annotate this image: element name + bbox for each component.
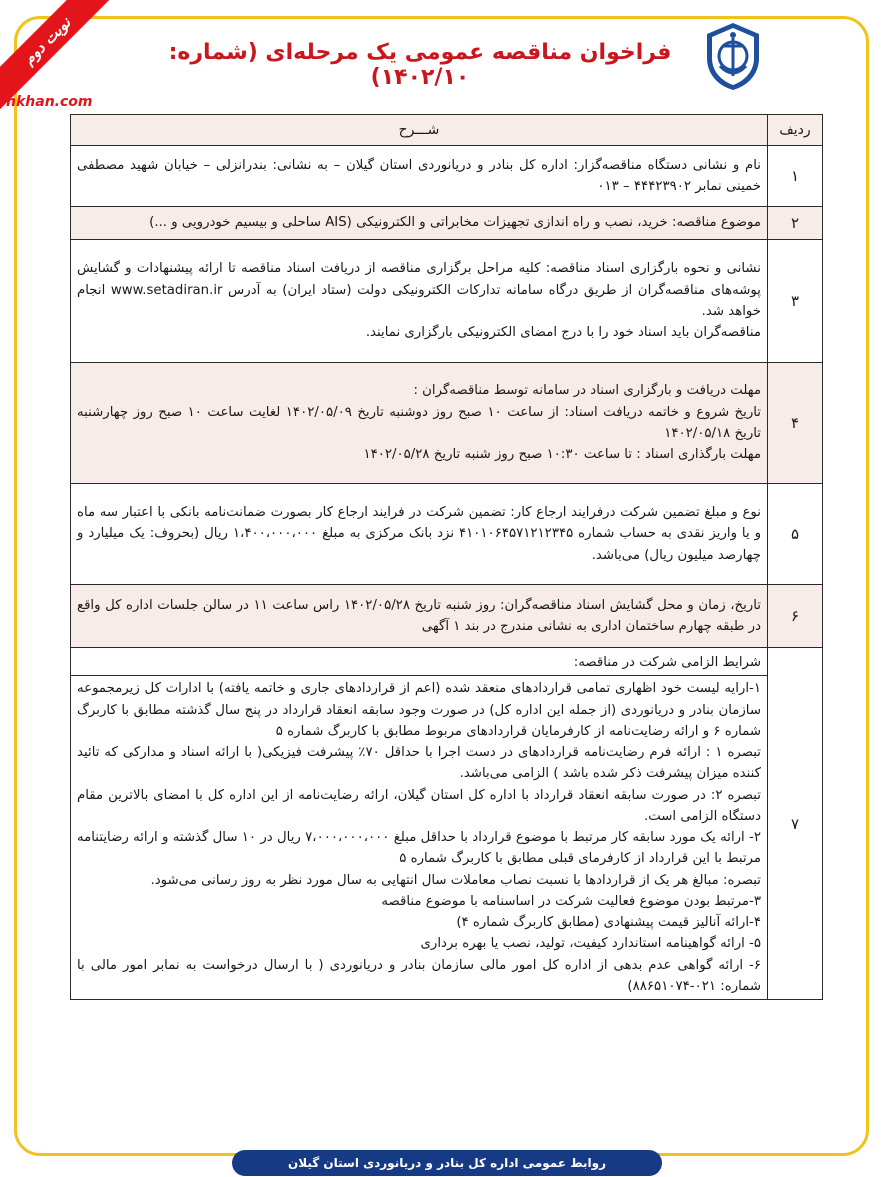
row-number: ۶ <box>768 585 823 648</box>
row-description <box>71 363 768 484</box>
row-line: مهلت دریافت و بارگزاری اسناد در سامانه توسط مناقصه‌گران : <box>413 383 761 399</box>
column-header-number: ردیف <box>768 115 823 146</box>
row-line: نوع و مبلغ تضمین شرکت درفرایند ارجاع کار: تضمین شرکت در فرایند ارجاع کار بصورت ضمانت‌نامه بانکی با اعتبار سه ماه و یا واریز نقدی به حساب شماره ۴۱۰۱۰۶۴۵۷۱۲۱۲۳۴۵ نزد بانک مرکزی به مبلغ ۱،۴۰۰،۰۰۰،۰۰۰ ریال (بحروف: یک میلیارد و چهارصد میلیون ریال) می‌باشد. <box>77 505 761 563</box>
table-row <box>71 585 823 648</box>
row-line: ۳-مرتبط بودن موضوع فعالیت شرکت در اساسنامه با موضوع مناقصه <box>381 893 761 909</box>
row-line: ۲- ارائه یک مورد سابقه کار مرتبط با موضوع قرارداد با حداقل مبلغ ۷،۰۰۰،۰۰۰،۰۰۰ ریال در ۱۰ سال گذشته و ارائه رضایتنامه مرتبط با این قرارداد از کارفرمای قبلی مطابق با کاربرگ شماره ۵ <box>77 830 761 867</box>
row-description <box>71 146 768 207</box>
row-number: ۲ <box>768 207 823 240</box>
site-watermark: hkhan.com <box>6 94 93 110</box>
ribbon-label: نوبت دوم <box>0 0 110 110</box>
page-title: فراخوان مناقصه عمومی یک مرحله‌ای (شماره: ۱۴۰۲/۱۰) <box>168 40 672 90</box>
table-header-row <box>71 115 823 146</box>
row-number: ۳ <box>768 240 823 363</box>
row-line: ۵- ارائه گواهینامه استاندارد کیفیت، تولید، نصب یا بهره برداری <box>420 936 761 952</box>
row-number: ۵ <box>768 484 823 585</box>
column-header-description: شـــرح <box>71 115 768 146</box>
row-line: تاریخ شروع و خاتمه دریافت اسناد: از ساعت ۱۰ صبح روز دوشنبه تاریخ ۱۴۰۲/۰۵/۰۹ لغایت ساعت ۱۰ صبح روز چهارشنبه تاریخ ۱۴۰۲/۰۵/۱۸ <box>77 404 762 441</box>
table-row <box>71 363 823 484</box>
row-description <box>71 585 768 648</box>
row-line: ۶- ارائه گواهی عدم بدهی از اداره کل امور مالی سازمان بنادر و دریانوردی ( با ارسال درخواست به نمابر امور مالی با شماره: ۰۲۱-۸۸۶۵۱۰۷۴) <box>77 957 761 994</box>
table-row <box>71 207 823 240</box>
row-line: تبصره: مبالغ هر یک از قراردادها با نسبت نصاب معاملات سال انتهایی به سال مورد نظر به روز رسانی می‌شود. <box>150 872 761 888</box>
row-line: ۱-ارایه لیست خود اظهاری تمامی قراردادهای منعقد شده (اعم از قراردادهای جاری و خاتمه یافته) با ادارات کل زیرمجموعه سازمان بنادر و دریانوردی (از جمله این اداره کل) در صورت وجود سابقه انعقاد قرارداد در پنج سال گذشته مطابق با کاربرگ شماره ۶ و ارائه رضایت‌نامه از کارفرمایان قراردادهای مربوط مطابق با کاربرگ شماره ۵ <box>77 681 761 739</box>
table-row <box>71 648 823 1000</box>
row-description <box>71 240 768 363</box>
tender-table <box>70 114 823 1000</box>
row-number: ۱ <box>768 146 823 207</box>
row-number: ۷ <box>768 648 823 1000</box>
row-line: ۴-ارائه آنالیز قیمت پیشنهادی (مطابق کاربرگ شماره ۴) <box>456 915 761 931</box>
row-number: ۴ <box>768 363 823 484</box>
row-line: تاریخ، زمان و محل گشایش اسناد مناقصه‌گران: روز شنبه تاریخ ۱۴۰۲/۰۵/۲۸ راس ساعت ۱۱ در سالن جلسات اداره کل واقع در طبقه چهارم ساختمان اداری به نشانی مندرج در بند ۱ آگهی <box>77 597 761 634</box>
ports-logo-icon <box>702 20 764 92</box>
row-line: نشانی و نحوه بارگزاری اسناد مناقصه: کلیه مراحل برگزاری مناقصه از دریافت اسناد مناقصه تا ارائه پیشنهادات و گشایش پوشه‌های مناقصه‌گران از طریق درگاه سامانه تدارکات الکترونیکی دولت (ستاد ایران) به آدرس www.setadiran.ir انجام خواهد شد. <box>77 261 761 319</box>
row-description <box>71 484 768 585</box>
row-line: مناقصه‌گران باید اسناد خود را با درج امضای الکترونیکی بارگزاری نمایند. <box>365 325 761 341</box>
row-line: تبصره ۱ : ارائه فرم رضایت‌نامه قراردادهای در دست اجرا با حداقل ۷۰٪ پیشرفت فیزیکی( با ارائه اسناد و مدارکی که تائید کننده میزان پیشرفت ذکر شده باشد ) الزامی می‌باشد. <box>77 745 762 782</box>
row-line: تبصره ۲: در صورت سابقه انعقاد قرارداد با اداره کل استان گیلان، ارائه رضایت‌نامه از این اداره کل با امضای بالاترین مقام دستگاه الزامی است. <box>77 787 762 824</box>
table-row <box>71 146 823 207</box>
table-row <box>71 240 823 363</box>
row-description <box>71 207 768 240</box>
row-line: مهلت بارگذاری اسناد : تا ساعت ۱۰:۳۰ صبح روز شنبه تاریخ ۱۴۰۲/۰۵/۲۸ <box>363 447 761 463</box>
row-line: نام و نشانی دستگاه مناقصه‌گزار: اداره کل بنادر و دریانوردی استان گیلان – به نشانی: بندرانزلی – خیابان شهید مصطفی خمینی نمابر ۴۴۴۲۳۹۰۲ – ۰۱۳ <box>77 157 761 194</box>
table-row <box>71 484 823 585</box>
conditions-heading: شرایط الزامی شرکت در مناقصه: <box>71 650 767 676</box>
row-line: موضوع مناقصه: خرید، نصب و راه اندازی تجهیزات مخابراتی و الکترونیکی (AIS ساحلی و بیسیم خودرویی و ...) <box>149 215 761 231</box>
footer-banner: روابط عمومی اداره کل بنادر و دریانوردی استان گیلان <box>232 1150 662 1176</box>
row-description <box>71 648 768 1000</box>
